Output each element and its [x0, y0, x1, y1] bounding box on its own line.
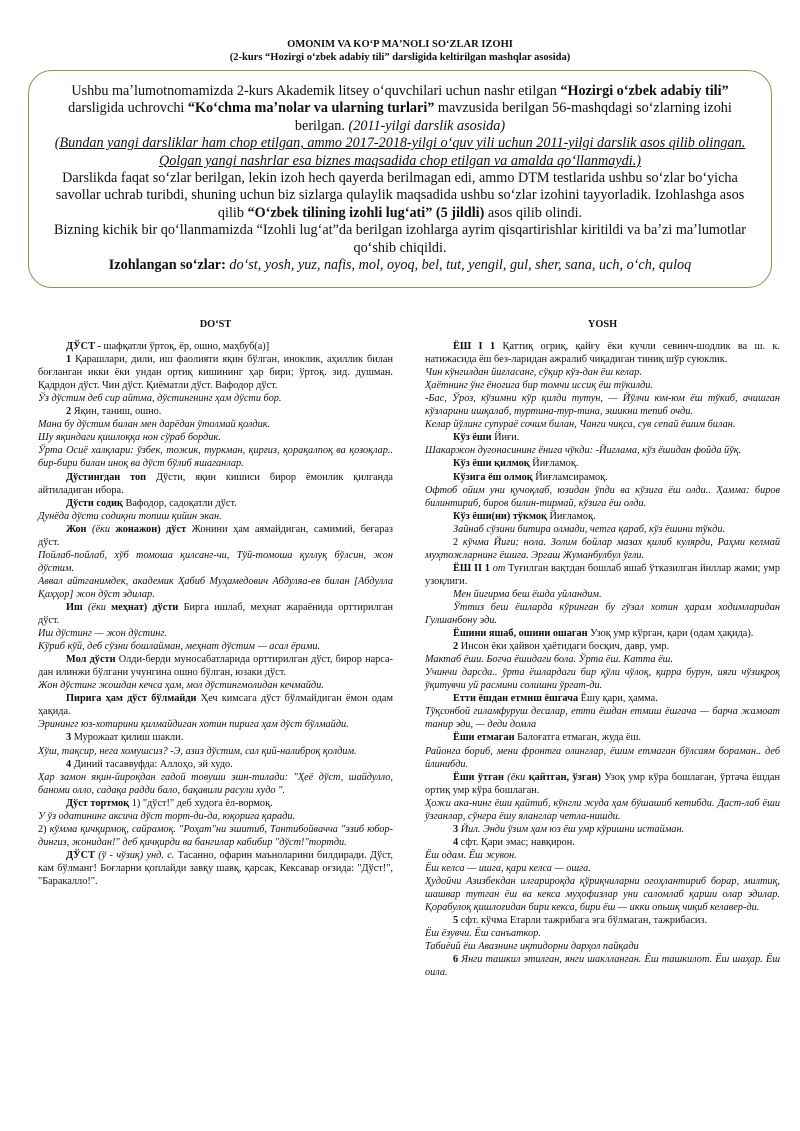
entry-line — [38, 353, 393, 392]
definition-text: Йиғламсирамоқ. — [532, 471, 608, 483]
example-line: Дунёда дўсти содиқни топиш қийин экан. — [38, 510, 222, 522]
explained-words-label: Izohlangan soʻzlar: — [108, 257, 226, 274]
document-subtitle: (2-kurs “Hozirgi oʻzbek adabiy tili” darsligida keltirilgan mashqlar asosida) — [229, 52, 571, 63]
grammar-note: (ў - чўзиқ) унд. с. — [94, 849, 175, 861]
example-line: Эринингг юз-хотирини қилмайдиган хотин пирига ҳам дўст бўлмайди. — [38, 719, 349, 731]
phrase: Дўстингдан топ — [66, 471, 147, 483]
intro-bold-book: “Hozirgi oʻzbek adabiy tili” — [560, 83, 729, 99]
phrase: Дўсти содиқ — [66, 497, 123, 509]
definition-text: Янги ташкил этилган, янги шаклланган. Ёш ташкилот. Ёш шаҳар. Ёш оила. — [425, 954, 780, 979]
phrase: Кўз ёши(ни) тўкмоқ — [453, 510, 547, 522]
example-line: Ҳаётнинг ўнг ёногига бир томчи иссиқ ёш тўкилди. — [425, 380, 653, 392]
intro-bold-dictionary: “Oʻzbek tilining izohli lugʻati” (5 jildli) — [247, 204, 485, 221]
definition-text: Йиғламоқ. — [546, 510, 596, 522]
example-line: Ёш келса — ишга, қари келса — ошга. — [425, 862, 591, 874]
definition-text: сфт. Қари эмас; навқирон. — [458, 836, 575, 848]
example-line: Келар йўлинг супураё сочим билан, Чанги чиқса, сув сепай ёшим билан. — [425, 419, 736, 431]
entry-line — [425, 692, 780, 705]
definition-text: Ҳеч кимсага дўст бўлмайдиган ёмон одам ҳақида. — [38, 693, 394, 718]
entry-line — [425, 836, 780, 849]
definition-text: Узоқ умр кўрган, қари (одам ҳақида). — [587, 628, 754, 640]
phrase: жонажон) — [115, 523, 161, 535]
phrase: Жон — [66, 523, 87, 535]
entry-line — [38, 758, 393, 771]
headword: ЁШ I 1 — [453, 341, 496, 353]
entry-line — [38, 849, 393, 888]
document-title: OMONIM VA KOʻP MAʼNOLI SOʻZLAR IZOHI — [287, 39, 513, 50]
definition-text: Вафодор, садоқатли дўст. — [122, 497, 237, 509]
example-line: Шакаржон дугонасининг ёнига чўкди: -Йиглама, кўз ёшидан фойда йўқ. — [425, 445, 742, 457]
intro-paragraph-3 — [47, 170, 753, 222]
definition-text: Ёшу қари, ҳамма. — [578, 693, 658, 705]
example-line: Хўш, тақсир, нега хомушсиз? -Э, азиз дўстим, сал қий-налиброқ қолдим. — [38, 745, 357, 757]
intro-italic-note: (2011-yilgi darslik asosida) — [348, 117, 506, 134]
phrase: Ёши ўтган — [453, 771, 504, 783]
sense-number: 4 — [453, 836, 459, 848]
definition-text: Бирга ишлаб, меҳнат жараёнида орттирилган дўст. — [38, 601, 393, 627]
intro-text: darsligida uchrovchi — [68, 100, 188, 117]
headword: ЁШ II 1 — [453, 562, 490, 574]
entry-line — [425, 471, 780, 484]
definition-text: Дўсти, яқин кишиси бирор ёмонлик қилганда айтиладиган ибора. — [38, 471, 393, 496]
sense-number: 4 — [66, 758, 72, 770]
definition-text: Жонини ҳам аямайдиган, самимий, беғараз дўст. — [38, 523, 393, 548]
phrase: меҳнат) — [111, 601, 148, 613]
example-line: Ҳар замон яқин-йироқдан гадой товуши эшн-тилади: "Ҳеё дўст, шайдулло, баноми оллo, садақа радди бало, бақавили расули худо ". — [38, 771, 393, 796]
definition-text: Тасанно, офарин маъноларини билдиради. Дўст, кам бўлманг! Боғларни қоплайди завқу шавқ, қарсак, Кексавар оғзида: "Дўст!", "Баракалло!". — [38, 849, 393, 887]
sense-number: 2 — [66, 406, 72, 418]
phrase: Пирига ҳам дўст бўлмайди — [66, 693, 197, 705]
sense-number: 2 — [453, 641, 459, 653]
entry-line — [38, 601, 393, 627]
example-line: Ўрта Осиё халқлари: ўзбек, тожик, туркман, қирғиз, қорақалпоқ ва қозоқлар.. бир-бири билан иноқ ва дўст бўлиб яшаганлар. — [38, 445, 393, 470]
phrase: қайтган, ўзган) — [528, 771, 601, 783]
definition-text: Йиғламоқ. — [529, 458, 579, 470]
definition-text: Диний тасаввуфда: Аллоҳо, эй худо. — [71, 758, 233, 770]
example-line: Тўқсонбой гиламфуруш десалар, етти ёшдан етмиш ёшгача — барча жамоат танир эди, — деди домла — [425, 706, 780, 731]
example-line: Шу яқиндаги қишлоққа нон сўраб бордик. — [38, 432, 221, 444]
explained-words-list: doʻst, yosh, yuz, nafis, mol, oyoq, bel, tut, yengil, gul, sher, sana, uch, oʻch, quloq — [225, 257, 692, 274]
definition-text: 1) "дўст!" деб худога ёл-вормоқ. — [129, 797, 273, 809]
phrase: Етти ёшдан етмиш ёшгача — [453, 693, 579, 705]
entry-line — [38, 823, 393, 849]
phrase: Ёши етмаган — [453, 732, 515, 744]
entry-line — [425, 771, 780, 797]
phrase: Дўст тортмоқ — [66, 797, 130, 809]
sense-number: 3 — [66, 732, 72, 744]
example-line: Жон дўстинг жошдан кечса ҳам, мол дўстингмолидан кечмайди. — [38, 680, 324, 692]
intro-bold-topic: “Koʻchma maʼnolar va ularning turlari” — [187, 100, 435, 117]
entry-line — [38, 497, 393, 510]
right-column-yosh — [425, 318, 780, 979]
intro-text: Darslikda faqat soʻzlar berilgan, lekin izoh hech qayerda berilmagan edi, ammo DTM testlarida ushbu soʻzlar boʻyicha savollar uchrab turibdi, shuning uchun biz sizlarga qulaylik maqsadida ushbu soʻzlar izohini tayyorladik. Izohlashga asos qilib — [55, 170, 745, 221]
entry-line — [425, 914, 780, 927]
entry-line — [38, 653, 393, 679]
phrase-note: (ёки — [82, 601, 112, 613]
definition-text: Қаттиқ огриқ, қайғу ёки кучли севинч-шодлик ва ш. к. натижасида ёш без-ларидан ажралиб чиқадиган тиниқ шўр суюклик. — [425, 341, 780, 366]
intro-paragraph-2: (Bundan yangi darsliklar ham chop etilgan, ammo 2017-2018-yilgi oʻquv yili uchun 2011-yilgi darslik asos qilib olingan. Qolgan yangi nashrlar esa biznes maqsadida chop etilgan va amalda qoʻllanmaydi.) — [54, 135, 746, 169]
left-column-title: DOʻST — [199, 319, 232, 330]
example-line: Ҳудойчи Азизбекдан илгарироқда қўриқчиларни огоҳлантириб борар, милтиқ, шашвар тутган ёш ва кекса муҳофизлар уни саломлаб қарши олар эдилар. Қорабулоқ қишлоғидан бири кекса, бири ёш — икки опьшқ чиқиб келавер-ди. — [425, 875, 780, 914]
phrase: Иш — [66, 601, 83, 613]
entry-line — [38, 523, 393, 549]
entry-line — [38, 340, 393, 353]
example-line: Ёш ёзувчи. Ёш санъаткор. — [425, 928, 541, 940]
example-line: Иш дўстинг — жон дўстинг. — [38, 628, 167, 640]
entry-line — [425, 510, 780, 523]
example-line: Зайнаб сўзини битира олмади, четга қараб, кўз ёшини тўкди. — [453, 523, 726, 535]
example-line: Кўриб кўй, деб сўзни бошлайман, меҳнат дўстим — асал ёрими. — [38, 641, 321, 653]
definition-text: Инсон ёки ҳайвон ҳаётидаги босқич, давр, умр. — [458, 641, 670, 653]
phrase: Кўз ёши — [453, 432, 492, 444]
headword: ДЎСТ - — [66, 341, 101, 353]
intro-paragraph-4: Bizning kichik bir qoʻllanmamizda “Izohli lugʻat”da berilgan izohlarga ayrim qisqartirishlar kiritildi va baʼzi maʼlumotlar qoʻshib chiqildi. — [54, 222, 746, 256]
entry-line — [425, 457, 780, 470]
headword: ДЎСТ — [66, 849, 95, 861]
sense-number: 2 — [453, 536, 459, 548]
entry-line — [38, 797, 393, 810]
definition-text: кўчма Йиғи; нола. Золим бойлар мазах қилиб кулярди, Раҳми келмай муҳтожларнинг ёшига. Эргаш Жуманбулбул ўғли. — [425, 536, 780, 561]
entry-line — [425, 823, 780, 836]
sense-number: 6 — [453, 954, 459, 966]
definition-text: Қарашлари, дили, иш фаолияти яқин бўлган, иноклик, аҳиллик билан боғланган икки ёки ундан ортиқ кишининг ҳар бири; ўртоқ. зид. душман. Қадрдон дўст. Чин дўст. Қиёматли дўст. Вафодор дўст. — [38, 354, 393, 392]
definition-text: Мурожаат қилиш шакли. — [71, 732, 184, 744]
example-line: Ўз дўстим деб сир айтма, дўстингнинг ҳам дўсти бор. — [38, 393, 282, 405]
phrase: дўст — [160, 523, 187, 535]
example-line: Табиёий ёш Авазнинг иқтидорни дарҳол пайқади — [425, 941, 639, 953]
example-line: Учинчи дарсда.. ўрта ёшлардаги бир қўли чўлоқ, қирра бурун, ияги чўзиқроқ ўқитувчи уй расмини солишни ўргат-ди. — [425, 667, 780, 692]
entry-line — [425, 627, 780, 640]
entry-line — [38, 731, 393, 744]
phrase-note: (ёки — [503, 771, 529, 783]
example-line: Чин кўнгилдан йиғласанг, сўқир кўз-дан ёш келар. — [425, 367, 642, 379]
document-header — [0, 38, 800, 64]
phrase: дўсти — [147, 601, 179, 613]
example-line: Офтоб ойим уни қучоқлаб, юзидан ўпди ва кўзига ёш олди.. Ҳамма: биров билинтириб, биров билин-тирмай, кўзига ёш олди. — [425, 484, 780, 509]
entry-line — [425, 731, 780, 744]
example-line: Мен йигирма беш ёшда уйландим. — [453, 588, 602, 600]
definition-text: Йил. Энди ўзим ҳам юз ёш умр кўришни истайман. — [458, 823, 685, 835]
entry-line — [38, 471, 393, 497]
intro-text: asos qilib olindi. — [484, 204, 583, 221]
entry-line — [425, 953, 780, 979]
definition-text: Яқин, таниш, ошно. — [71, 406, 162, 418]
definition-text: шафқатли ўртоқ, ёр, ошно, маҳбуб(а)] — [100, 341, 270, 353]
phrase: Ёшини яшаб, ошини ошаган — [453, 628, 588, 640]
entry-line — [38, 405, 393, 418]
intro-box — [28, 70, 772, 288]
example-line: Ёш одам. Ёш жувон. — [425, 849, 517, 861]
definition-text: сфт. кўчма Етарли тажрибага эга бўлмаган, тажрибасиз. — [458, 915, 708, 927]
example-line: -Бас, Ўроз, кўзимни кўр қилди тутун, — Йўлчи юм-юм ёш тўкиб, ачишган кўзларини ишқалаб, туртина-тур-тина, эшикни тепиб очди. — [425, 393, 780, 418]
sense-number: 2) — [38, 823, 47, 835]
entry-line — [425, 562, 780, 588]
left-column-dost — [38, 318, 393, 888]
entry-line — [425, 640, 780, 653]
intro-text: mavzusida berilgan 56-mashqdagi soʻzlarning izohi berilgan. — [294, 100, 732, 134]
entry-line — [425, 431, 780, 444]
example-line: Ўттиз беш ёшларда кўринган бу гўзал хотин ҳарам ходимларидан Гулшанбону эди. — [425, 601, 780, 627]
entry-line — [38, 692, 393, 718]
phrase: Мол дўсти — [66, 654, 116, 666]
definition-text: Узоқ умр кўра бошлаган, ўртача ёшдан ортиқ умр кўра бошлаган. — [425, 771, 780, 796]
example-line: Пойлаб-пойлаб, хўб томоша қилсанг-чи, Тўй-томоша қуллуқ бўлсин, жон дўстим. — [38, 549, 393, 574]
entry-line — [425, 536, 780, 562]
sense-number: 3 — [453, 823, 459, 835]
phrase: Кўзига ёш олмоқ — [453, 471, 533, 483]
sense-number: 1 — [66, 354, 72, 366]
phrase: Кўз ёши қилмоқ — [453, 458, 530, 470]
definition-text: Олди-берди муносабатларида орттирилган дўст, бирор нарса-дан илинжи бўлгани учунгина ошно бўлган, юзаки дўст. — [38, 654, 393, 679]
right-column-title: YOSH — [587, 319, 618, 330]
intro-text: Ushbu maʼlumotnomamizda 2-kurs Akademik litsey oʻquvchilari uchun nashr etilgan — [71, 83, 561, 99]
example-line: Мана бу дўстим билан мен дарёдан ўтолмай қолдик. — [38, 419, 271, 431]
grammar-note: от — [489, 562, 506, 574]
definition-text: Туғилган вақтдан бошлаб яшаб ўтказилган йиллар жами; умр узоқлиги. — [425, 562, 780, 587]
example-line: Районга бориб, мени фронтга олинглар, ёшим етмаган бўлсаям бораман.. деб йлинибди. — [425, 745, 780, 770]
example-line: У ўз одатининг аксича дўст торт-ди-да, юқорига қаради. — [38, 810, 296, 822]
intro-paragraph-1 — [47, 83, 753, 135]
example-line: Мактаб ёши. Бoгча ёшидаги бола. Ўрта ёш. Катта ёш. — [425, 654, 674, 666]
example-line: Аввал айтганимдек, академик Ҳабиб Муҳамедович Абдуляа-ев билан [Абдулла Қаҳҳор] жон дўст эдилар. — [38, 575, 393, 600]
definition-text: кўмма қичқирмоқ, сайрамоқ. "Роҳат"ни эшитиб, Тантибойвачча "эзиб юбор-дингиз, жонидан!" деб қичқирди ва бангилар кабибир "дўст!"тортди. — [38, 823, 393, 848]
sense-number: 5 — [453, 915, 459, 927]
definition-text: Балоғатга етмаган, жуда ёш. — [514, 732, 641, 744]
intro-paragraph-5 — [47, 257, 753, 274]
entry-line — [425, 340, 780, 366]
phrase-note: (ёки — [86, 523, 116, 535]
definition-text: Йиғи. — [491, 432, 520, 444]
example-line: Ҳожи ака-нинг ёши қайтиб, кўнгли жуда ҳам бўшашиб кетибди. Дaст-лаб ёши ўзганлар, сўнгра ёшу яланглар четла-нишди. — [425, 797, 780, 822]
